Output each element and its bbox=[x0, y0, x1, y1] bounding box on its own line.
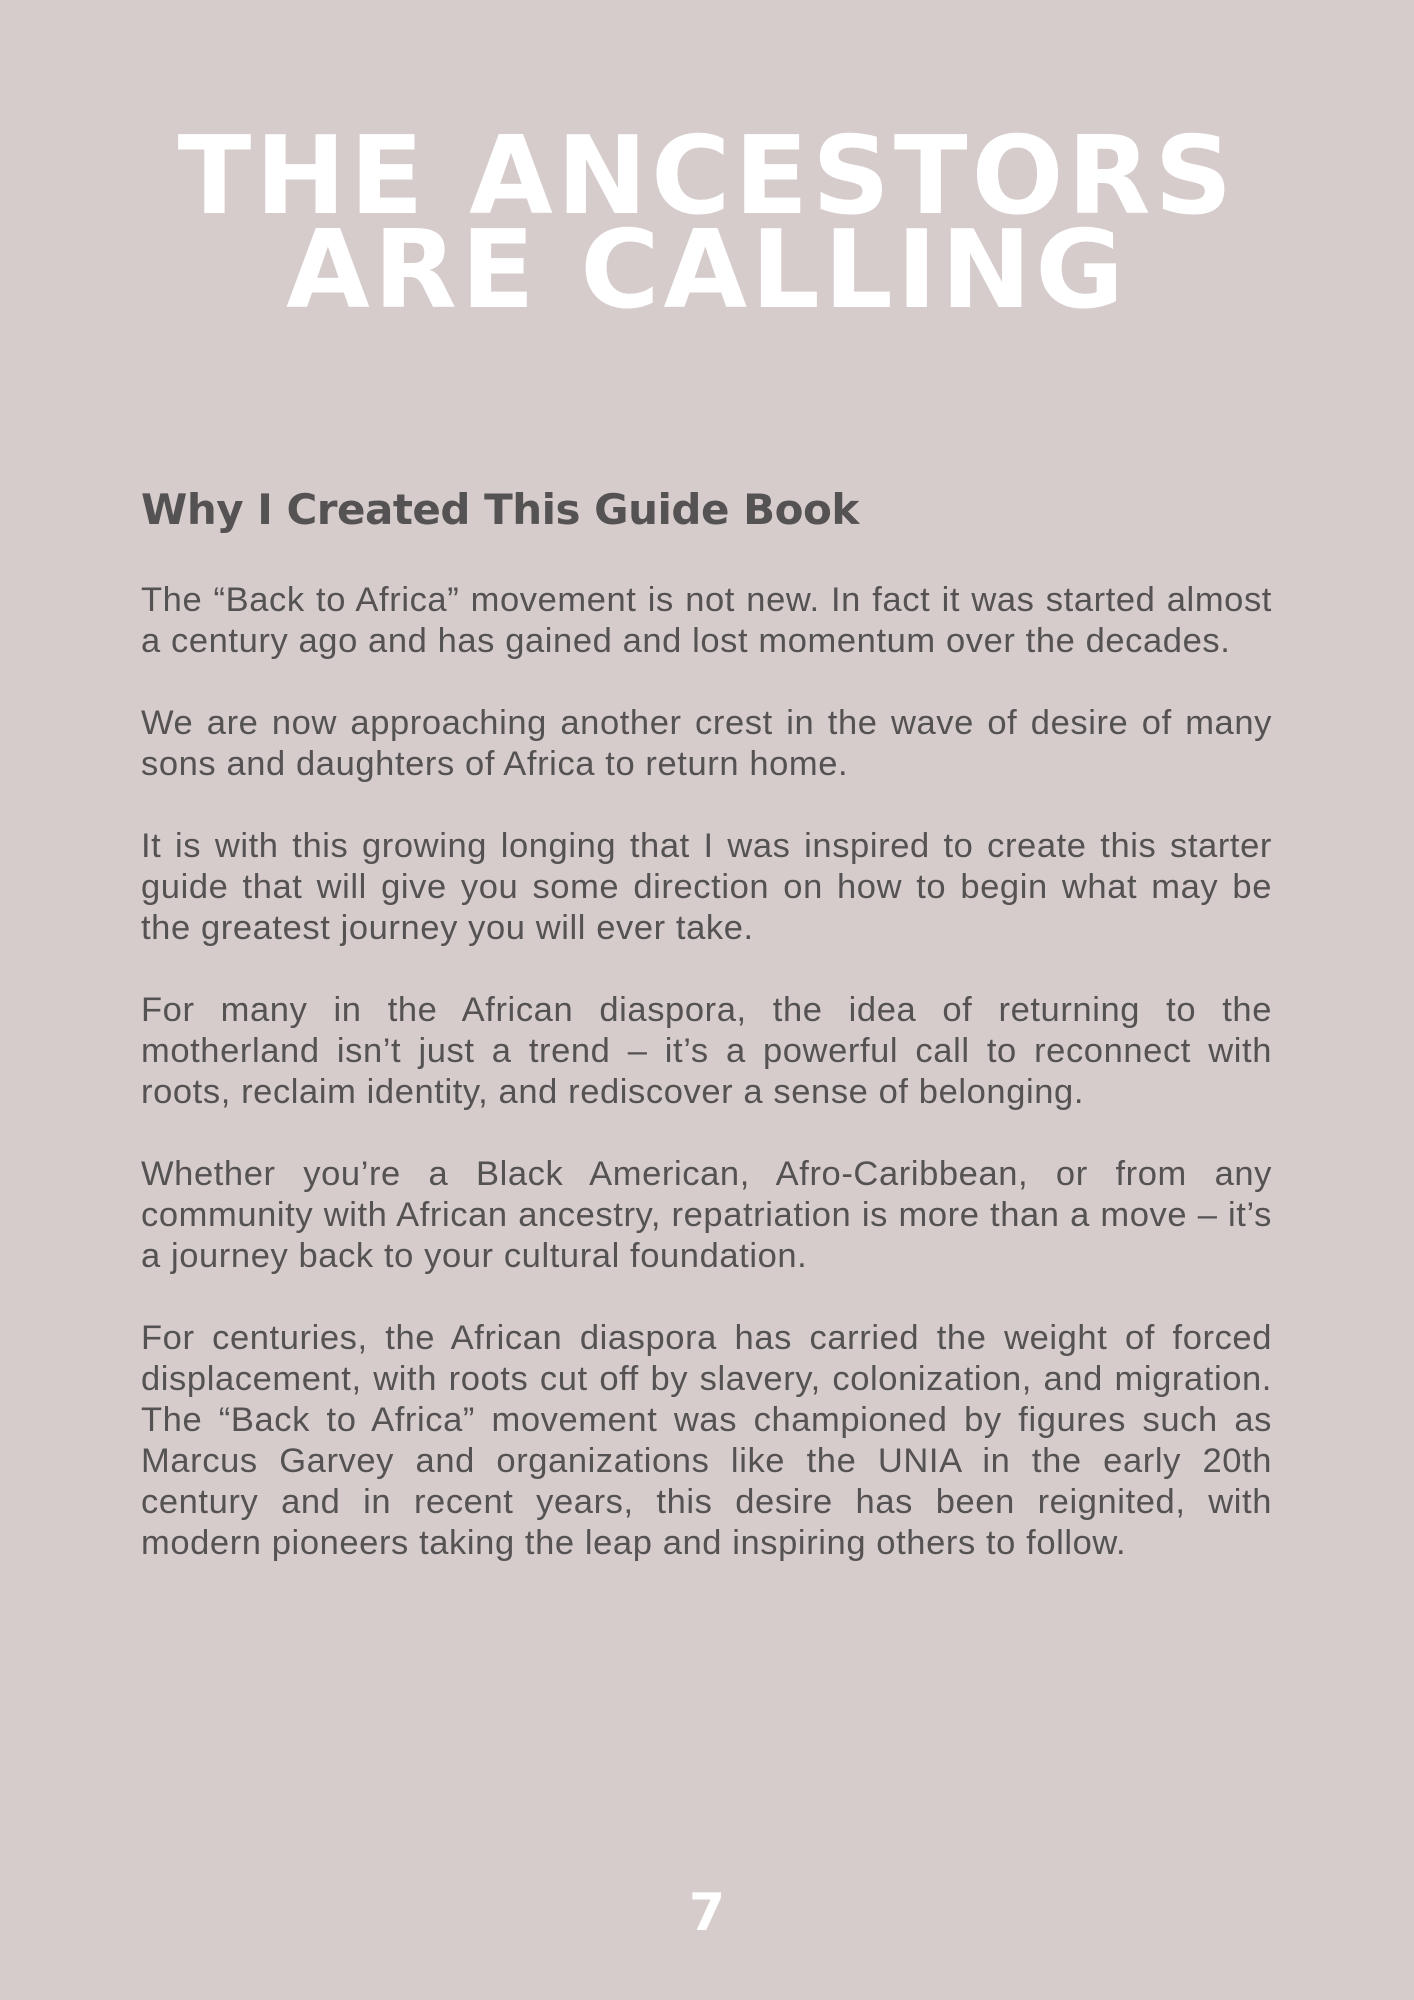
paragraph-1: The “Back to Africa” movement is not new. In fact it was started almost a century ago and has gained and lost momentum over the decades. bbox=[141, 581, 1272, 660]
paragraph-2: We are now approaching another crest in the wave of desire of many sons and daughters of Africa to return home. bbox=[141, 704, 1272, 783]
main-content bbox=[141, 482, 1272, 1605]
section-heading: Why I Created This Guide Book bbox=[141, 485, 859, 534]
paragraph-3: It is with this growing longing that I was inspired to create this starter guide that will give you some direction on how to begin what may be the greatest journey you will ever take. bbox=[141, 827, 1272, 947]
title-line-2: ARE CALLING bbox=[286, 208, 1128, 333]
page-title bbox=[0, 114, 1414, 333]
paragraph-4: For many in the African diaspora, the idea of returning to the motherland isn’t just a trend – it’s a powerful call to reconnect with roots, reclaim identity, and rediscover a sense of belonging. bbox=[141, 991, 1272, 1111]
paragraph-5: Whether you’re a Black American, Afro-Caribbean, or from any community with African ancestry, repatriation is more than a move – it’s a journey back to your cultural foundation. bbox=[141, 1155, 1272, 1275]
page-number: 7 bbox=[688, 1883, 726, 1943]
title-line-1: THE ANCESTORS bbox=[177, 114, 1237, 239]
paragraph-6: For centuries, the African diaspora has carried the weight of forced displacement, with roots cut off by slavery, colonization, and migration. The “Back to Africa” movement was championed by figures such as Marcus Garvey and organizations like the UNIA in the early 20th century and in recent years, this desire has been reignited, with modern pioneers taking the leap and inspiring others to follow. bbox=[141, 1319, 1272, 1562]
